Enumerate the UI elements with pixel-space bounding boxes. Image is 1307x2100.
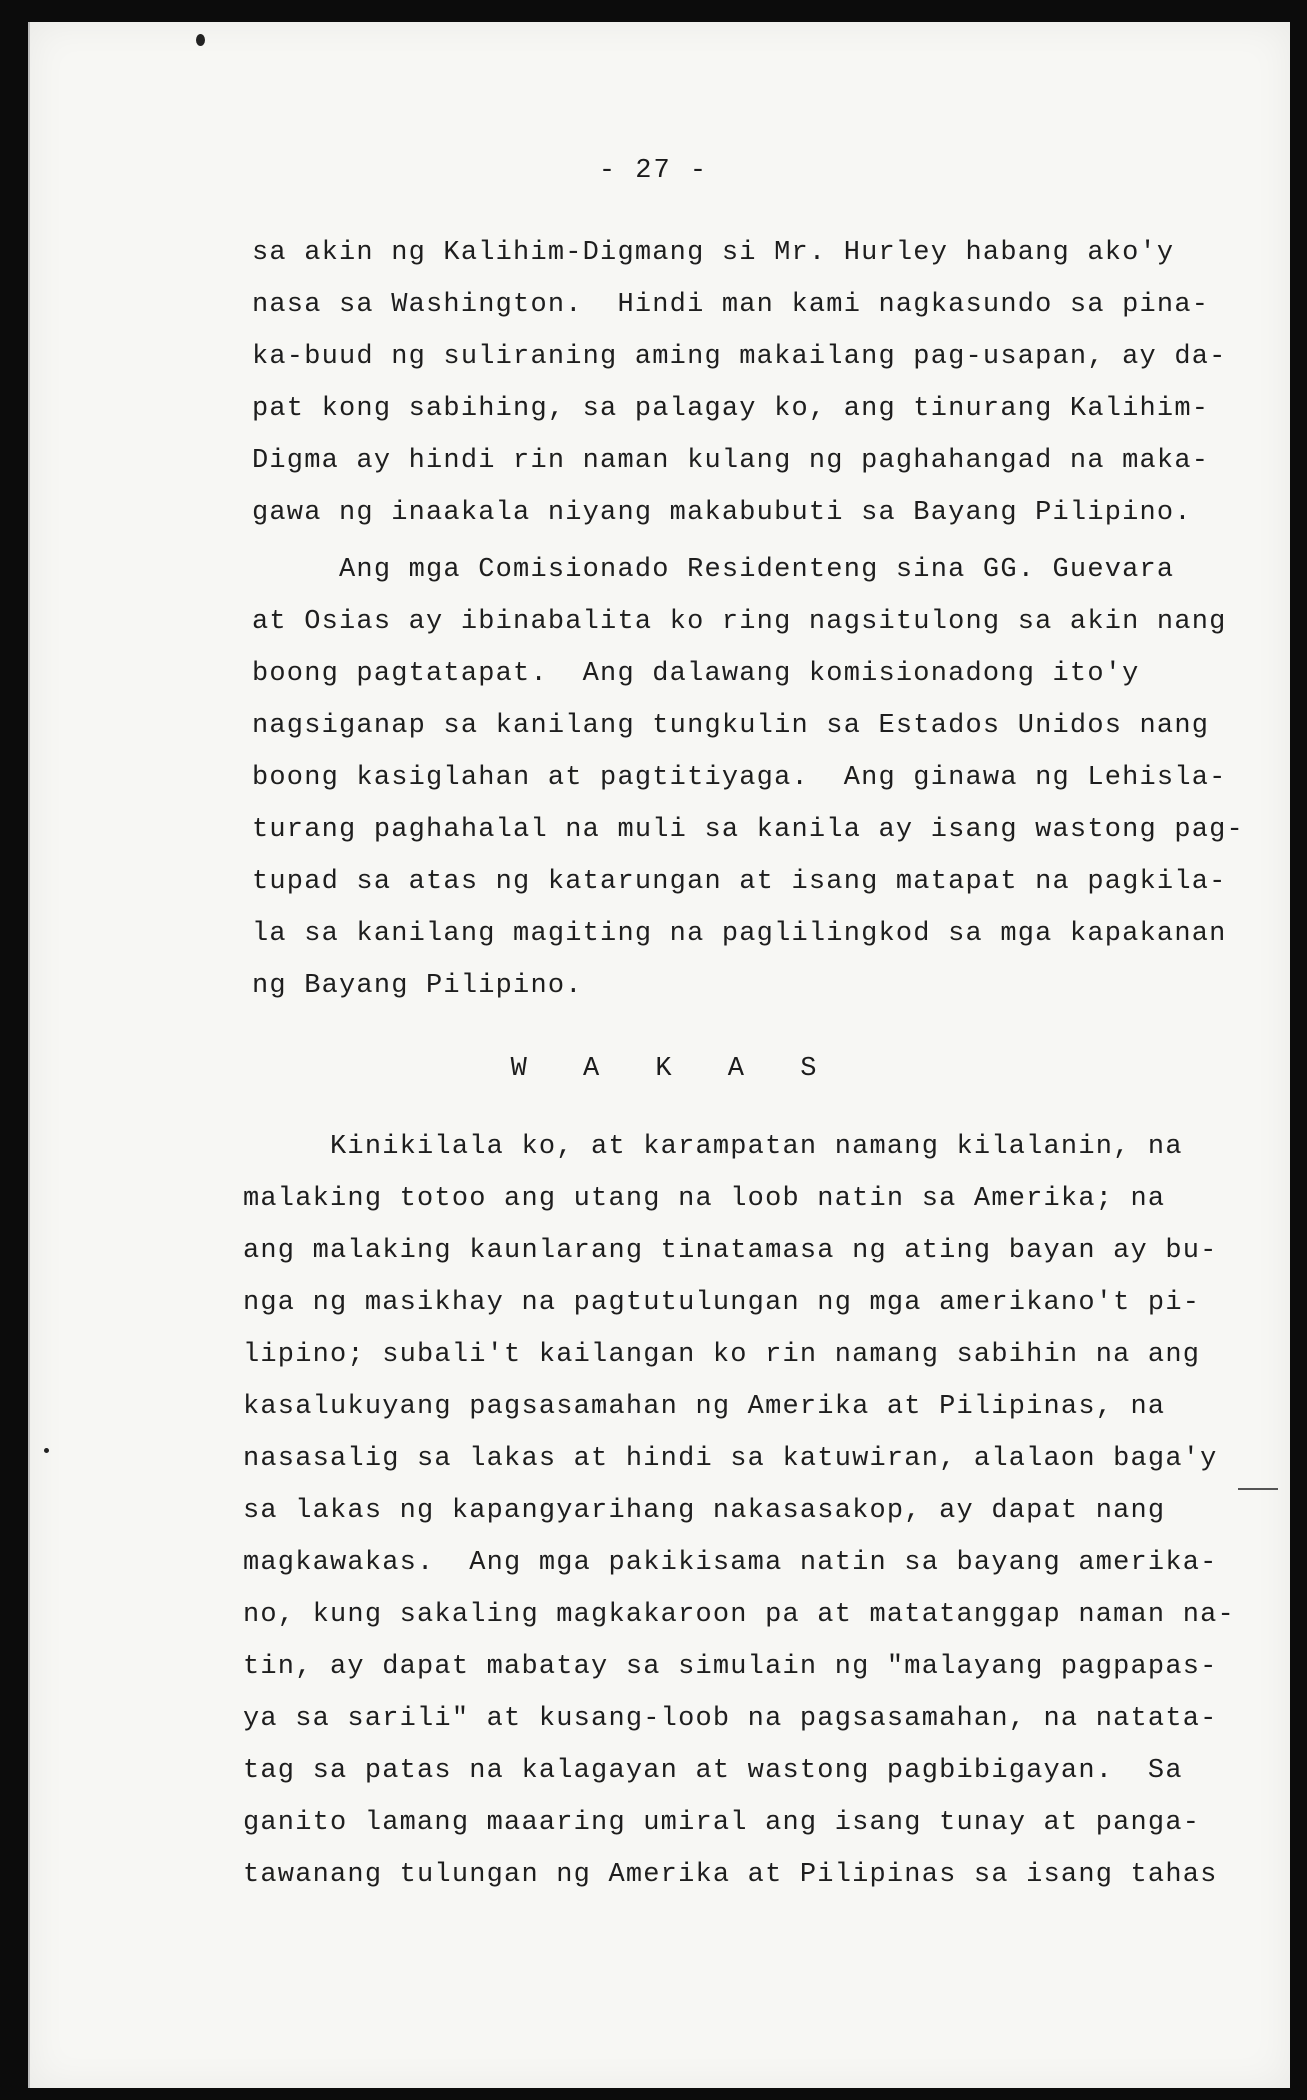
- text-line: boong pagtatapat. Ang dalawang komisionadong ito'y: [252, 659, 1140, 689]
- text-line: sa akin ng Kalihim-Digmang si Mr. Hurley habang ako'y: [252, 238, 1175, 268]
- text-line: ya sa sarili" at kusang-loob na pagsasamahan, na natata-: [243, 1704, 1218, 1734]
- text-line: at Osias ay ibinabalita ko ring nagsitulong sa akin nang: [252, 607, 1227, 637]
- ink-speck: [196, 34, 205, 46]
- text-line: sa lakas ng kapangyarihang nakasasakop, ay dapat nang: [243, 1496, 1166, 1526]
- text-line: ganito lamang maaaring umiral ang isang tunay at panga-: [243, 1808, 1201, 1838]
- text-line: tag sa patas na kalagayan at wastong pagbibigayan. Sa: [243, 1756, 1183, 1786]
- text-line: Kinikilala ko, at karampatan namang kilalanin, na: [243, 1132, 1183, 1162]
- text-line: pat kong sabihing, sa palagay ko, ang tinurang Kalihim-: [252, 394, 1210, 424]
- text-line: Digma ay hindi rin naman kulang ng paghahangad na maka-: [252, 446, 1210, 476]
- text-line: la sa kanilang magiting na paglilingkod sa mga kapakanan: [252, 919, 1227, 949]
- text-line: lipino; subali't kailangan ko rin namang sabihin na ang: [243, 1340, 1201, 1370]
- text-line: tawanang tulungan ng Amerika at Pilipinas sa isang tahas: [243, 1860, 1218, 1890]
- text-line: malaking totoo ang utang na loob natin sa Amerika; na: [243, 1184, 1166, 1214]
- text-line: ang malaking kaunlarang tinatamasa ng ating bayan ay bu-: [243, 1236, 1218, 1266]
- text-line: ka-buud ng suliraning aming makailang pag-usapan, ay da-: [252, 342, 1227, 372]
- text-line: ng Bayang Pilipino.: [252, 971, 583, 1001]
- ink-speck: [44, 1448, 49, 1453]
- text-line: magkawakas. Ang mga pakikisama natin sa bayang amerika-: [243, 1548, 1218, 1578]
- text-line: no, kung sakaling magkakaroon pa at matatanggap naman na-: [243, 1600, 1235, 1630]
- text-line: nga ng masikhay na pagtutulungan ng mga amerikano't pi-: [243, 1288, 1201, 1318]
- text-line: tin, ay dapat mabatay sa simulain ng "malayang pagpapas-: [243, 1652, 1218, 1682]
- text-line: nagsiganap sa kanilang tungkulin sa Estados Unidos nang: [252, 711, 1210, 741]
- text-line: kasalukuyang pagsasamahan ng Amerika at Pilipinas, na: [243, 1392, 1166, 1422]
- text-line: boong kasiglahan at pagtitiyaga. Ang ginawa ng Lehisla-: [252, 763, 1227, 793]
- edge-mark: [1238, 1488, 1278, 1490]
- text-line: Ang mga Comisionado Residenteng sina GG. Guevara: [252, 555, 1175, 585]
- text-line: nasasalig sa lakas at hindi sa katuwiran, alalaon baga'y: [243, 1444, 1218, 1474]
- page-number: - 27 -: [598, 156, 709, 186]
- section-heading: W A K A S: [510, 1054, 837, 1084]
- text-line: gawa ng inaakala niyang makabubuti sa Bayang Pilipino.: [252, 498, 1192, 528]
- text-line: turang paghahalal na muli sa kanila ay isang wastong pag-: [252, 815, 1244, 845]
- text-line: nasa sa Washington. Hindi man kami nagkasundo sa pina-: [252, 290, 1210, 320]
- text-line: tupad sa atas ng katarungan at isang matapat na pagkila-: [252, 867, 1227, 897]
